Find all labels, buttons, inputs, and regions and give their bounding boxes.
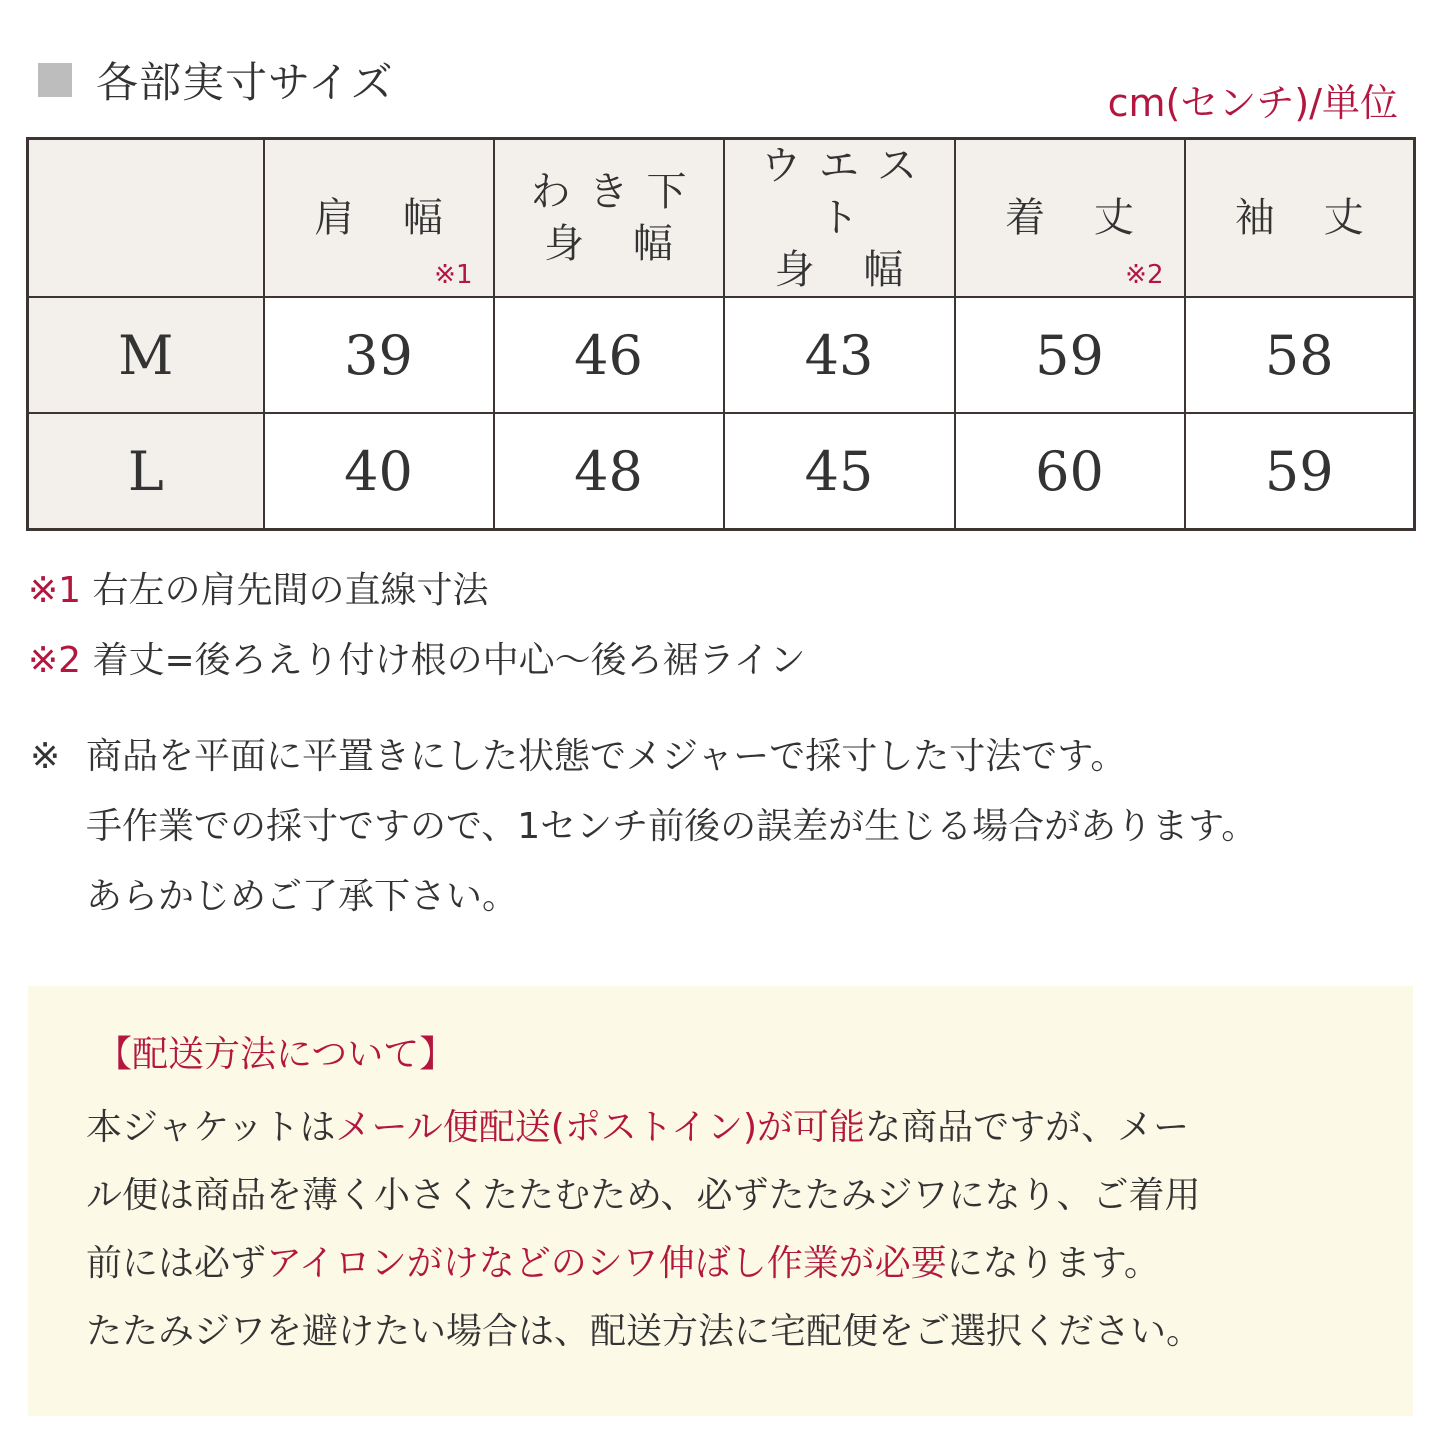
unit-label: cm(センチ)/単位 <box>1107 81 1398 125</box>
table-cell: 58 <box>1185 297 1415 413</box>
footnotes <box>28 562 1428 702</box>
table-cell: 60 <box>955 413 1185 530</box>
table-cell: 43 <box>724 297 955 413</box>
disclaimer-line: 手作業での採寸ですので、1センチ前後の誤差が生じる場合があります。 <box>86 806 1258 847</box>
header-cell-sleeve: 袖 丈 <box>1185 139 1415 298</box>
size-label: M <box>28 297 264 413</box>
shipping-body <box>86 1096 1386 1368</box>
footnote-2: ※2 着丈=後ろえり付け根の中心～後ろ裾ライン <box>28 640 806 681</box>
disclaimer-line: ※ 商品を平面に平置きにした状態でメジャーで採寸した寸法です。 <box>30 722 1440 792</box>
highlight-text: アイロンがけなどのシワ伸ばし作業が必要 <box>266 1243 947 1284</box>
header-cell-waist: ウエスト 身 幅 <box>724 139 955 298</box>
header-cell-shoulder: 肩 幅 ※1 <box>264 139 494 298</box>
size-label: L <box>28 413 264 530</box>
table-cell: 46 <box>494 297 724 413</box>
shipping-line: 前には必ずアイロンがけなどのシワ伸ばし作業が必要になります。 <box>86 1243 1160 1284</box>
header-cell-length: 着 丈 ※2 <box>955 139 1185 298</box>
gray-square-icon <box>38 63 72 97</box>
table-cell: 48 <box>494 413 724 530</box>
table-cell: 45 <box>724 413 955 530</box>
table-cell: 39 <box>264 297 494 413</box>
shipping-line: たたみジワを避けたい場合は、配送方法に宅配便をご選択ください。 <box>86 1311 1203 1352</box>
section-title <box>38 52 394 108</box>
table-row <box>28 413 1415 530</box>
footnote-1: ※1 右左の肩先間の直線寸法 <box>28 570 489 611</box>
disclaimer <box>30 722 1440 932</box>
header-note: ※2 <box>1125 260 1164 290</box>
table-header-row <box>28 139 1415 298</box>
highlight-text: メール便配送(ポストイン)が可能 <box>335 1107 866 1148</box>
table-cell: 59 <box>955 297 1185 413</box>
table-cell: 59 <box>1185 413 1415 530</box>
size-table <box>26 137 1416 531</box>
corner-cell <box>28 139 264 298</box>
header-cell-chest: わき下 身 幅 <box>494 139 724 298</box>
shipping-title: 【配送方法について】 <box>96 1034 456 1075</box>
header-note: ※1 <box>434 260 473 290</box>
shipping-line: ル便は商品を薄く小さくたたむため、必ずたたみジワになり、ご着用 <box>86 1175 1201 1216</box>
section-title-text: 各部実寸サイズ <box>96 58 394 107</box>
shipping-line: 本ジャケットはメール便配送(ポストイン)が可能な商品ですが、メー <box>86 1107 1190 1148</box>
disclaimer-mark: ※ <box>30 736 61 777</box>
table-row <box>28 297 1415 413</box>
disclaimer-line: あらかじめご了承下さい。 <box>86 876 519 917</box>
table-cell: 40 <box>264 413 494 530</box>
shipping-info-box <box>28 986 1413 1416</box>
